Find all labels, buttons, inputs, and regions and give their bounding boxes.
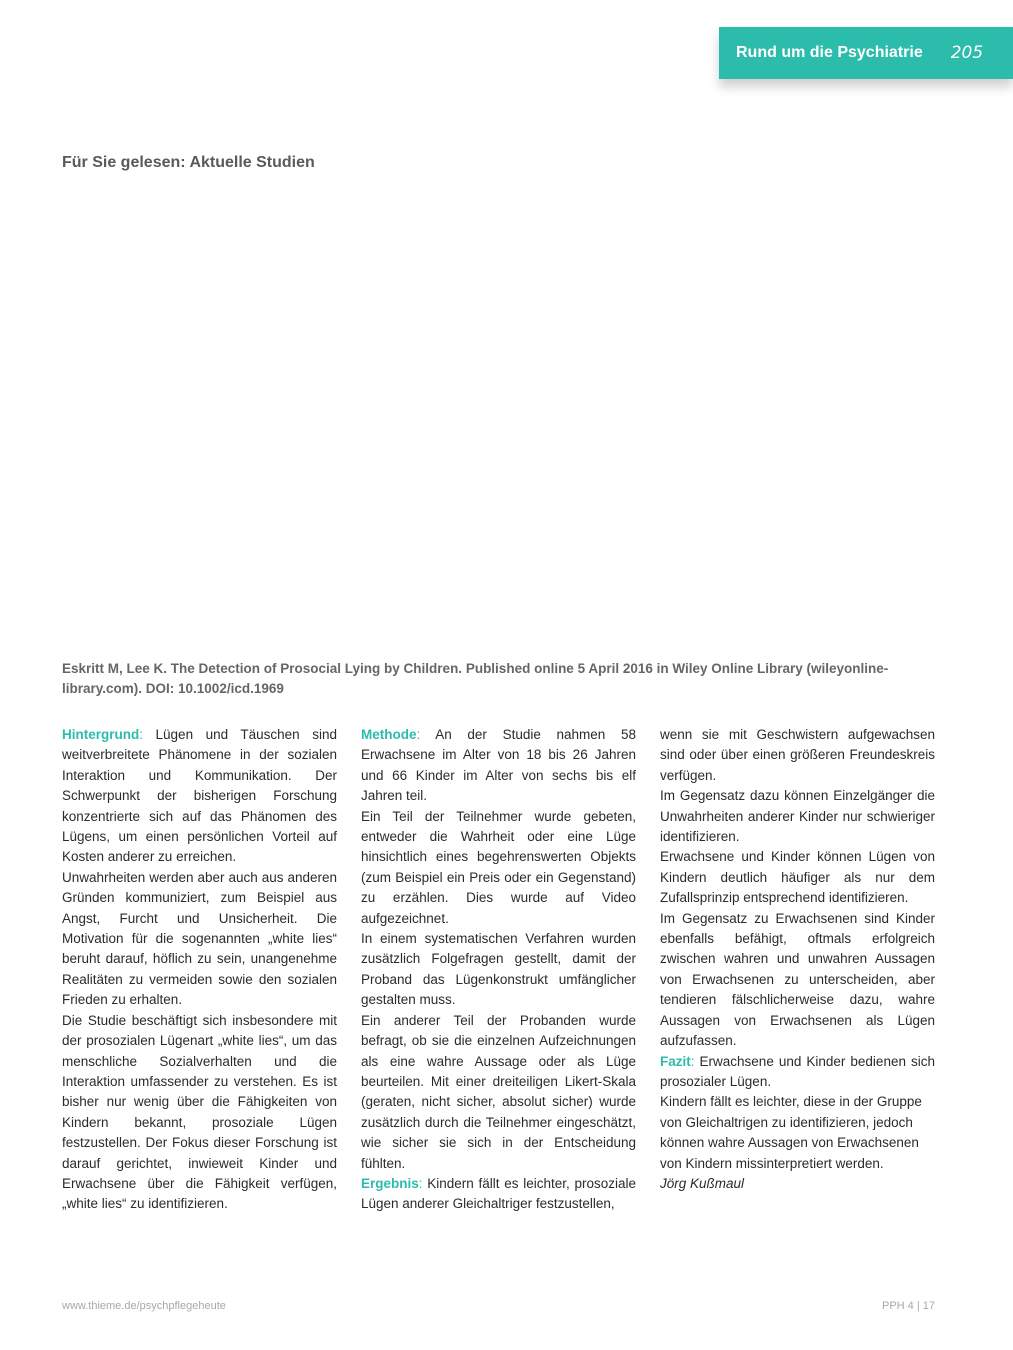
keyword-fazit: Fazit <box>660 1053 691 1069</box>
section-title: Für Sie gelesen: Aktuelle Studien <box>62 154 315 171</box>
header-title: Rund um die Psychiatrie <box>736 44 923 61</box>
text-column-3 <box>660 725 935 1194</box>
paragraph: Die Studie beschäftigt sich insbesondere mit der prosozialen Lügenart „white lies“, um das menschliche Sozialverhalten und die Interaktion umfassender zu verstehen. Es ist bisher nur wenig über die Fähigkeiten von Kindern bekannt, prosoziale Lügen festzustellen. Der Fokus dieser Forschung ist darauf gerichtet, inwieweit Kinder und Erwachsene über die Fähigkeit verfügen, „white lies“ zu identifizieren. <box>62 1012 337 1212</box>
section-header-tab <box>719 27 1013 79</box>
paragraph: wenn sie mit Geschwistern aufgewachsen sind oder über einen größeren Freundeskreis verfügen. <box>660 727 935 783</box>
paragraph: Ein Teil der Teilnehmer wurde gebeten, entweder die Wahrheit oder eine Lüge hinsichtlich eines begehrenswerten Objekts (zum Beispiel ein Preis oder ein Gegenstand) zu erzählen. Dies wurde auf Video aufgezeichnet. <box>361 808 636 926</box>
paragraph: In einem systematischen Verfahren wurden zusätzlich Folgefragen gestellt, damit der Proband das Lügenkonstrukt umfänglicher gestalten muss. <box>361 931 636 1008</box>
paragraph: Ergebnis: Kindern fällt es leichter, prosoziale Lügen anderer Gleichaltriger festzustellen, <box>361 1175 636 1212</box>
citation: Eskritt M, Lee K. The Detection of Prosocial Lying by Children. Published online 5 April 2016 in Wiley Online Library (wileyonlinelibrary.com). DOI: 10.1002/icd.1969 <box>62 661 889 696</box>
keyword-methode: Methode <box>361 727 417 742</box>
keyword-hintergrund: Hintergrund <box>62 727 140 742</box>
paragraph: Methode: An der Studie nahmen 58 Erwachsene im Alter von 18 bis 26 Jahren und 66 Kinder im Alter von sechs bis elf Jahren teil. <box>361 727 636 804</box>
author-name: Jörg Kußmaul <box>660 1175 745 1191</box>
paragraph: Ein anderer Teil der Probanden wurde befragt, ob sie die einzelnen Aufzeichnungen als eine wahre Aussage oder als Lüge beurteilen. Mit einer dreiteiligen Likert-Skala (geraten, nicht sicher, absolut sicher) wurde zusätzlich durch die Teilnehmer eingeschätzt, wie sicher sie sich in der Entscheidung fühlten. <box>361 1012 636 1171</box>
paragraph: Unwahrheiten werden aber auch aus anderen Gründen kommuniziert, zum Beispiel aus Angst, Furcht und Unsicherheit. Die Motivation für die sogenannten „white lies“ beruht darauf, höflich zu sein, unangenehme Realitäten zu vermeiden sowie den sozialen Frieden zu erhalten. <box>62 869 337 1008</box>
text-column-1 <box>62 725 337 1215</box>
paragraph: Fazit: Erwachsene und Kinder bedienen sich prosozialer Lügen. <box>660 1053 935 1089</box>
page-number: 205 <box>950 43 984 63</box>
footer-issue: PPH 4 | 17 <box>882 1300 935 1312</box>
paragraph-text: Erwachsene und Kinder bedienen sich prosozialer Lügen. <box>660 1053 935 1089</box>
text-column-2 <box>361 725 636 1215</box>
paragraph-text: Lügen und Täuschen sind weitverbreitete Phänomene in der sozialen Interaktion und Kommunikation. Der Schwerpunkt der bisherigen Forschung konzentrierte sich auf das Phänomen des Lügens, um einen persönlichen Vorteil auf Kosten anderer zu erreichen. <box>62 727 337 865</box>
paragraph: Hintergrund: Lügen und Täuschen sind weitverbreitete Phänomene in der sozialen Interaktion und Kommunikation. Der Schwerpunkt der bisherigen Forschung konzentrierte sich auf das Phänomen des Lügens, um einen persönlichen Vorteil auf Kosten anderer zu erreichen. <box>62 727 337 865</box>
paragraph: Kindern fällt es leichter, diese in der Gruppe von Gleichaltrigen zu identifizieren, jedoch können wahre Aussagen von Erwachsenen von Kindern missinterpretiert werden. <box>660 1094 922 1171</box>
paragraph: Im Gegensatz zu Erwachsenen sind Kinder ebenfalls befähigt, oftmals erfolgreich zwischen wahren und unwahren Aussagen von Erwachsenen zu unterscheiden, aber tendieren fälschlicherweise dazu, wahre Aussagen von Erwachsenen als Lügen aufzufassen. <box>660 910 935 1049</box>
paragraph-text: Kindern fällt es leichter, prosoziale Lügen anderer Gleichaltriger festzustellen, <box>361 1175 636 1212</box>
footer-website: www.thieme.de/psychpflegeheute <box>62 1300 226 1312</box>
paragraph: Erwachsene und Kinder können Lügen von Kindern deutlich häufiger als nur dem Zufallsprinzip entsprechend identifizieren. <box>660 849 935 906</box>
paragraph: Im Gegensatz dazu können Einzelgänger die Unwahrheiten anderer Kinder nur schwieriger identifizieren. <box>660 788 935 845</box>
keyword-ergebnis: Ergebnis <box>361 1175 419 1191</box>
paragraph-text: An der Studie nahmen 58 Erwachsene im Alter von 18 bis 26 Jahren und 66 Kinder im Alter von sechs bis elf Jahren teil. <box>361 727 636 804</box>
